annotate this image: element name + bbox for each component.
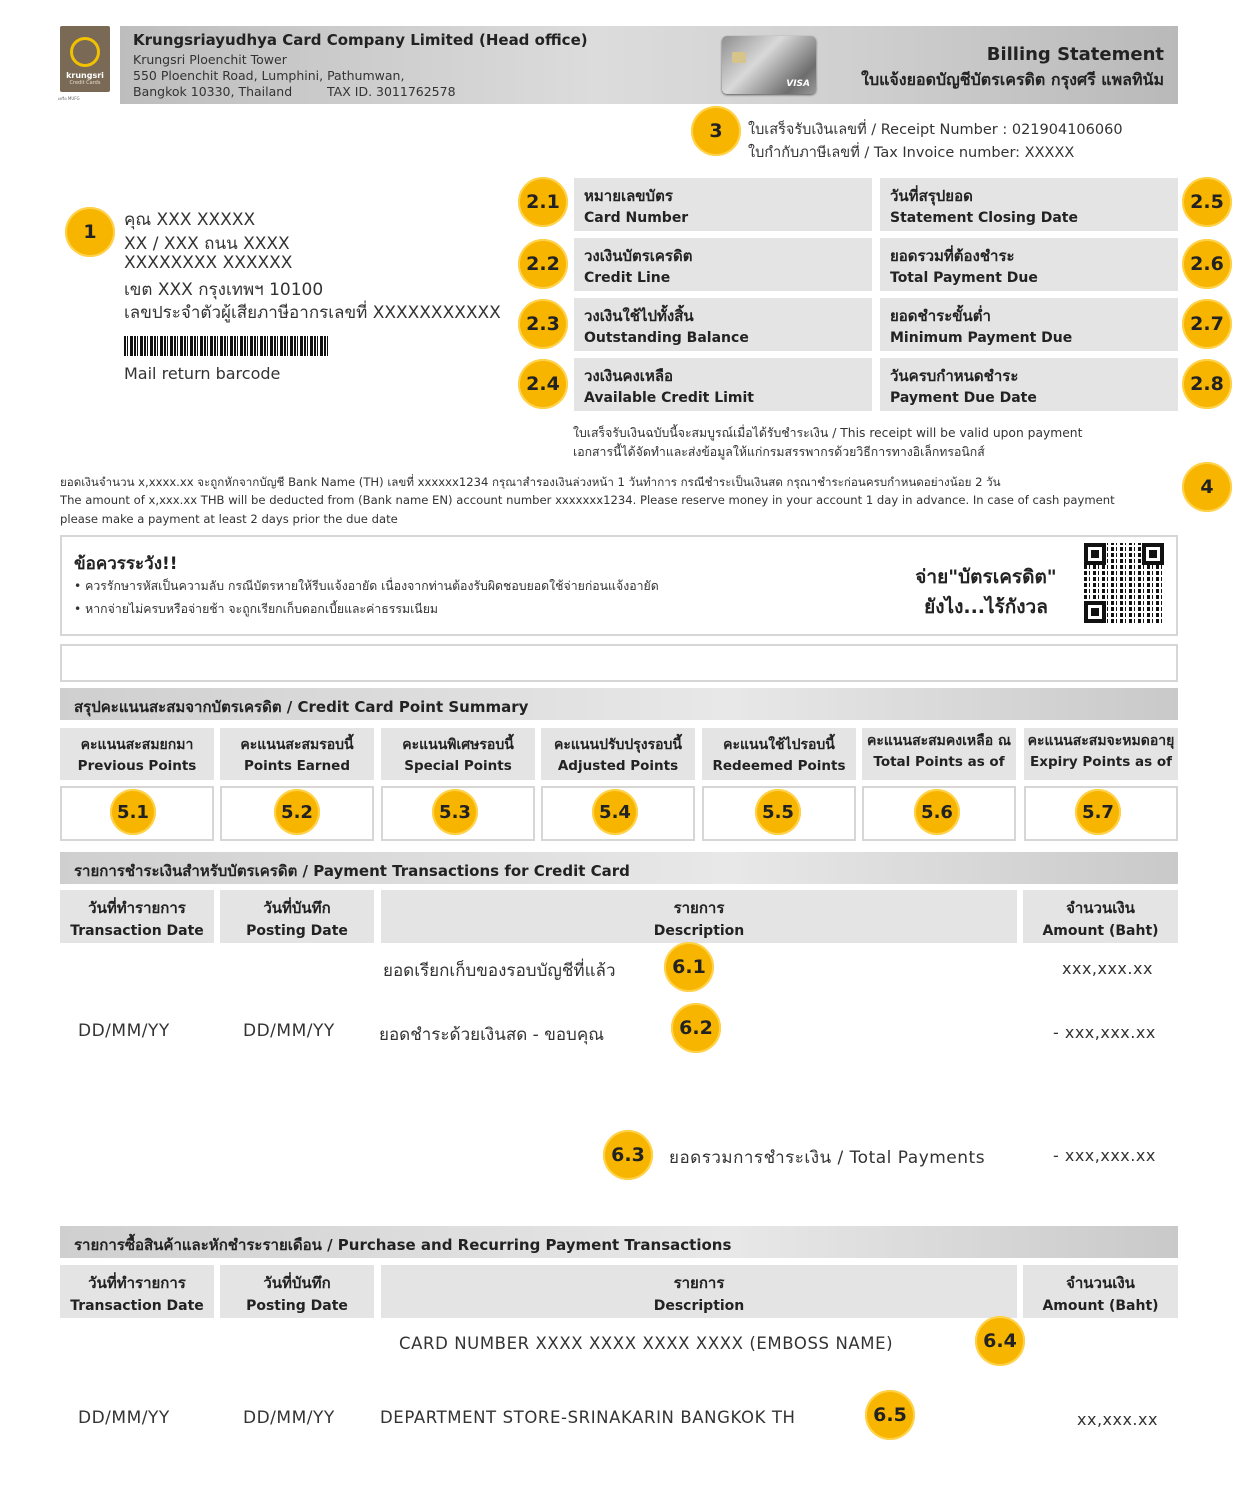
col-label-th: จำนวนเงิน <box>1066 1274 1135 1292</box>
purchase-transaction-date: DD/MM/YY <box>78 1408 170 1428</box>
col-label-en: Posting Date <box>246 1298 348 1314</box>
col-label-en: Posting Date <box>246 923 348 939</box>
col-label-th: จำนวนเงิน <box>1066 899 1135 917</box>
col-label-th: วันที่ทำรายการ <box>88 899 186 917</box>
payment-due-date-box <box>880 358 1178 411</box>
badge-2-4: 2.4 <box>518 359 568 409</box>
payments-col-posting-date <box>220 890 374 943</box>
points-col-label-en: Total Points as of <box>873 754 1005 770</box>
col-label-th: รายการ <box>673 1274 725 1292</box>
col-label-en: Amount (Baht) <box>1042 923 1159 939</box>
col-label-en: Transaction Date <box>70 1298 204 1314</box>
purchase-posting-date: DD/MM/YY <box>243 1408 335 1428</box>
badge-6-3: 6.3 <box>603 1130 653 1180</box>
promo-line-1: จ่าย"บัตรเครดิต" <box>915 566 1057 588</box>
deduction-note-th: ยอดเงินจำนวน x,xxxx.xx จะถูกหักจากบัญชี Bank Name (TH) เลขที่ xxxxxx1234 กรุณาสำรองเงินล่วงหน้า 1 วันทำการ กรณีชำระเป็นเงินสด กรุณาชำระก่อนครบกำหนดอย่างน้อย 2 วัน <box>60 475 1001 489</box>
caution-title: ข้อควรระวัง!! <box>74 554 178 574</box>
mail-return-barcode <box>124 336 330 356</box>
purchases-col-description <box>381 1265 1017 1318</box>
available-label-th: วงเงินคงเหลือ <box>584 367 674 385</box>
card-number-box <box>574 178 872 231</box>
purchases-col-posting-date <box>220 1265 374 1318</box>
badge-2-1: 2.1 <box>518 177 568 227</box>
col-label-th: รายการ <box>673 899 725 917</box>
minimum-payment-due-box <box>880 298 1178 351</box>
badge-5-6: 5.6 <box>914 789 960 835</box>
blank-message-box <box>60 644 1178 682</box>
due-date-label-th: วันครบกำหนดชำระ <box>890 367 1019 385</box>
points-col-special <box>381 728 535 780</box>
qr-code-icon[interactable] <box>1084 543 1164 623</box>
points-col-previous <box>60 728 214 780</box>
receipt-validity-note: ใบเสร็จรับเงินฉบับนี้จะสมบูรณ์เมื่อได้รับชำระเงิน / This receipt will be valid upon payment <box>573 426 1083 440</box>
points-col-total <box>862 728 1016 780</box>
purchase-amount: xx,xxx.xx <box>1077 1410 1158 1429</box>
caution-item-1: • ควรรักษารหัสเป็นความลับ กรณีบัตรหายให้รีบแจ้งอายัด เนื่องจากท่านต้องรับผิดชอบยอดใช้จ่ายก่อนแจ้งอายัด <box>74 579 659 593</box>
badge-1: 1 <box>65 207 115 257</box>
credit-line-box <box>574 238 872 291</box>
col-label-en: Transaction Date <box>70 923 204 939</box>
badge-5-3: 5.3 <box>432 789 478 835</box>
company-name: Krungsriayudhya Card Company Limited (Head office) <box>133 31 588 49</box>
points-col-label-th: คะแนนสะสมคงเหลือ ณ <box>867 733 1011 749</box>
badge-6-4: 6.4 <box>975 1316 1025 1366</box>
payment-posting-date: DD/MM/YY <box>243 1021 335 1041</box>
deduction-note-en-1: The amount of x,xxx.xx THB will be deducted from (Bank name EN) account number xxxxxxx1234. Please reserve money in your account 1 day in advance. In case of cash payment <box>60 493 1115 507</box>
total-due-label-th: ยอดรวมที่ต้องชำระ <box>890 247 1015 265</box>
card-number-line: CARD NUMBER XXXX XXXX XXXX XXXX (EMBOSS NAME) <box>399 1334 894 1353</box>
points-col-adjusted <box>541 728 695 780</box>
badge-2-5: 2.5 <box>1182 177 1232 227</box>
points-col-label-en: Redeemed Points <box>712 758 846 774</box>
outstanding-label-th: วงเงินใช้ไปทั้งสิ้น <box>584 307 694 325</box>
payments-col-transaction-date <box>60 890 214 943</box>
badge-5-7: 5.7 <box>1075 789 1121 835</box>
points-col-label-en: Adjusted Points <box>557 758 679 774</box>
col-label-en: Description <box>653 923 745 939</box>
company-address-line-1: Krungsri Ploenchit Tower <box>133 52 287 67</box>
card-brand: VISA <box>786 79 810 89</box>
cash-payment-amount: - xxx,xxx.xx <box>1053 1023 1156 1042</box>
previous-balance-amount: xxx,xxx.xx <box>1062 959 1153 978</box>
total-payment-due-box <box>880 238 1178 291</box>
closing-date-box <box>880 178 1178 231</box>
cash-payment-desc: ยอดชำระด้วยเงินสด - ขอบคุณ <box>379 1025 604 1045</box>
caution-item-2: • หากจ่ายไม่ครบหรือจ่ายช้า จะถูกเรียกเก็บดอกเบี้ยและค่าธรรมเนียม <box>74 602 439 616</box>
customer-tax-id: เลขประจำตัวผู้เสียภาษีอากรเลขที่ XXXXXXXXXXX <box>124 303 501 323</box>
badge-5-4: 5.4 <box>592 789 638 835</box>
barcode-label: Mail return barcode <box>124 364 281 383</box>
total-payments-label: ยอดรวมการชำระเงิน / Total Payments <box>669 1148 986 1168</box>
badge-5-1: 5.1 <box>110 789 156 835</box>
points-col-label-th: คะแนนสะสมรอบนี้ <box>240 737 354 753</box>
payment-transaction-date: DD/MM/YY <box>78 1021 170 1041</box>
available-credit-box <box>574 358 872 411</box>
col-label-th: วันที่ทำรายการ <box>88 1274 186 1292</box>
statement-title-th: ใบแจ้งยอดบัญชีบัตรเครดิต กรุงศรี แพลทินัม <box>861 70 1164 89</box>
total-payments-amount: - xxx,xxx.xx <box>1053 1146 1156 1165</box>
receipt-number: ใบเสร็จรับเงินเลขที่ / Receipt Number : 021904106060 <box>748 122 1123 138</box>
due-date-label-en: Payment Due Date <box>890 390 1037 406</box>
outstanding-balance-box <box>574 298 872 351</box>
previous-balance-desc: ยอดเรียกเก็บของรอบบัญชีที่แล้ว <box>383 961 616 981</box>
badge-6-1: 6.1 <box>664 942 714 992</box>
customer-address-2: XXXXXXXX XXXXXX <box>124 253 293 273</box>
badge-2-6: 2.6 <box>1182 239 1232 289</box>
card-chip-icon <box>732 52 746 63</box>
purchases-col-transaction-date <box>60 1265 214 1318</box>
payments-col-description <box>381 890 1017 943</box>
deduction-note-en-2: please make a payment at least 2 days prior the due date <box>60 512 398 526</box>
col-label-en: Description <box>653 1298 745 1314</box>
krungsri-logo-mark-icon <box>70 37 100 67</box>
points-col-label-en: Previous Points <box>77 758 197 774</box>
payments-section-title: รายการชำระเงินสำหรับบัตรเครดิต / Payment Transactions for Credit Card <box>60 852 1178 884</box>
col-label-en: Amount (Baht) <box>1042 1298 1159 1314</box>
points-section-title: สรุปคะแนนสะสมจากบัตรเครดิต / Credit Card Point Summary <box>60 688 1178 720</box>
points-col-label-th: คะแนนสะสมยกมา <box>80 737 194 753</box>
logo-sub: Credit Cards <box>69 80 101 86</box>
customer-name: คุณ XXX XXXXX <box>124 210 256 230</box>
logo-brand: krungsri <box>66 71 104 80</box>
credit-line-label-en: Credit Line <box>584 270 671 286</box>
krungsri-logo <box>60 26 110 92</box>
points-col-label-en: Special Points <box>404 758 512 774</box>
customer-address-3: เขต XXX กรุงเทพฯ 10100 <box>124 280 324 300</box>
closing-date-label-th: วันที่สรุปยอด <box>890 187 973 205</box>
e-tax-note: เอกสารนี้ได้จัดทำและส่งข้อมูลให้แก่กรมสรรพากรด้วยวิธีการทางอิเล็กทรอนิกส์ <box>573 445 985 459</box>
badge-5-2: 5.2 <box>274 789 320 835</box>
points-col-label-th: คะแนนใช้ไปรอบนี้ <box>723 737 835 753</box>
badge-6-2: 6.2 <box>671 1003 721 1053</box>
company-address-line-2: 550 Ploenchit Road, Lumphini, Pathumwan, <box>133 68 405 83</box>
points-col-label-en: Points Earned <box>243 758 351 774</box>
purchases-col-amount <box>1023 1265 1178 1318</box>
total-due-label-en: Total Payment Due <box>890 270 1038 286</box>
closing-date-label-en: Statement Closing Date <box>890 210 1078 226</box>
points-col-label-en: Expiry Points as of <box>1030 754 1172 770</box>
col-label-th: วันที่บันทึก <box>263 1274 331 1292</box>
purchase-desc: DEPARTMENT STORE-SRINAKARIN BANGKOK TH <box>380 1408 796 1427</box>
card-number-label-en: Card Number <box>584 210 689 226</box>
points-col-earned <box>220 728 374 780</box>
minimum-due-label-th: ยอดชำระขั้นต่ำ <box>890 307 991 325</box>
minimum-due-label-en: Minimum Payment Due <box>890 330 1073 346</box>
badge-4: 4 <box>1182 462 1232 512</box>
tax-invoice-number: ใบกำกับภาษีเลขที่ / Tax Invoice number: XXXXX <box>748 145 1075 161</box>
credit-line-label-th: วงเงินบัตรเครดิต <box>584 247 693 265</box>
promo-line-2: ยังไง...ไร้กังวล <box>924 596 1048 618</box>
badge-3: 3 <box>691 106 741 156</box>
company-tax-id: TAX ID. 3011762578 <box>327 84 456 99</box>
badge-2-7: 2.7 <box>1182 299 1232 349</box>
payments-col-amount <box>1023 890 1178 943</box>
points-col-redeemed <box>702 728 856 780</box>
statement-title-en: Billing Statement <box>986 44 1164 65</box>
badge-6-5: 6.5 <box>865 1390 915 1440</box>
points-col-label-th: คะแนนสะสมจะหมดอายุ <box>1027 733 1175 749</box>
company-address-line-3: Bangkok 10330, Thailand <box>133 84 293 99</box>
credit-card-image <box>722 36 816 94</box>
badge-2-8: 2.8 <box>1182 359 1232 409</box>
badge-5-5: 5.5 <box>755 789 801 835</box>
badge-2-2: 2.2 <box>518 239 568 289</box>
logo-tagline: เครือ MUFG <box>58 96 80 101</box>
col-label-th: วันที่บันทึก <box>263 899 331 917</box>
points-col-label-th: คะแนนปรับปรุงรอบนี้ <box>554 737 682 753</box>
points-col-label-th: คะแนนพิเศษรอบนี้ <box>402 737 514 753</box>
points-col-expiry <box>1024 728 1178 780</box>
badge-2-3: 2.3 <box>518 299 568 349</box>
card-number-label-th: หมายเลขบัตร <box>584 187 673 205</box>
customer-address-1: XX / XXX ถนน XXXX <box>124 234 290 254</box>
available-label-en: Available Credit Limit <box>584 390 755 406</box>
purchases-section-title: รายการซื้อสินค้าและหักชำระรายเดือน / Purchase and Recurring Payment Transactions <box>60 1226 1178 1258</box>
outstanding-label-en: Outstanding Balance <box>584 330 749 346</box>
